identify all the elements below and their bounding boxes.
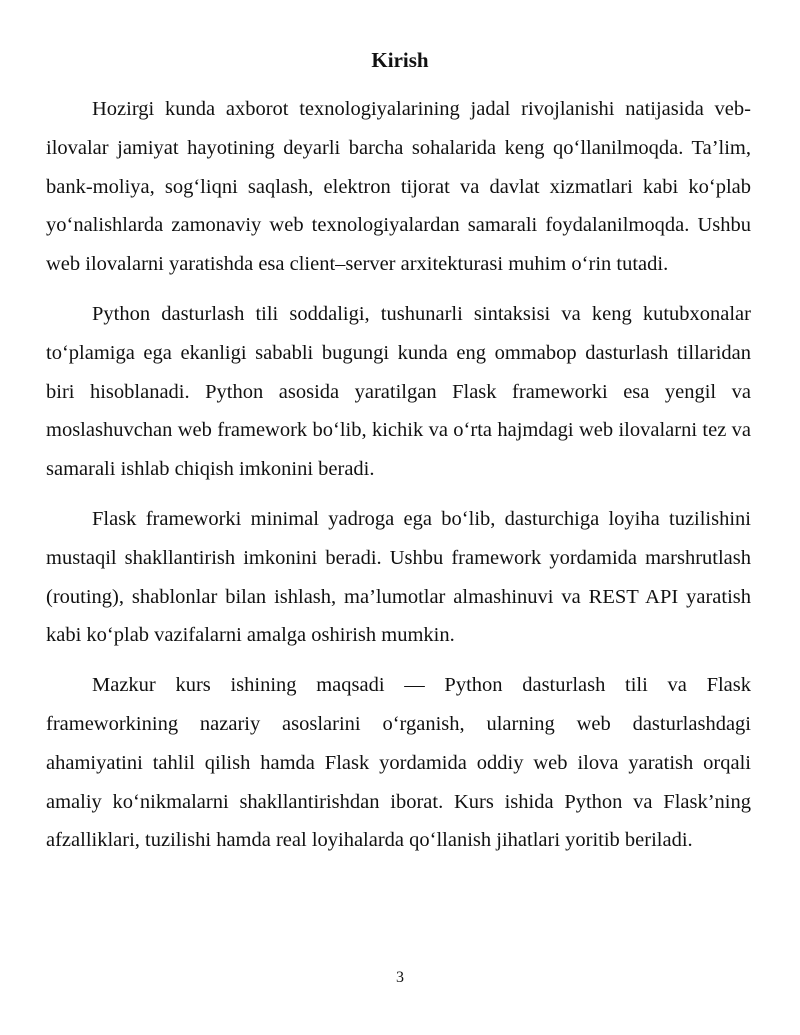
paragraph-1: Hozirgi kunda axborot texnologiyalarining jadal rivojlanishi natijasida veb-ilovalar jamiyat hayotining deyarli barcha sohalarida keng qo‘llanilmoqda. Ta’lim, bank-moliya, sog‘liqni saqlash, elektron tijorat va davlat xizmatlari kabi ko‘plab yo‘nalishlarda zamonaviy web texnologiyalardan samarali foydalanilmoqda. Ushbu web ilovalarni yaratishda esa client–server arxitekturasi muhim o‘rin tutadi. <box>46 98 751 276</box>
page-number: 3 <box>396 969 404 986</box>
paragraph-2: Python dasturlash tili soddaligi, tushunarli sintaksisi va keng kutubxonalar to‘plamiga ega ekanligi sababli bugungi kunda eng ommabop dasturlash tillaridan biri hisoblanadi. Python asosida yaratilgan Flask frameworki esa yengil va moslashuvchan web framework bo‘lib, kichik va o‘rta hajmdagi web ilovalarni tez va samarali ishlab chiqish imkonini beradi. <box>46 302 751 481</box>
paragraph-3: Flask frameworki minimal yadroga ega bo‘lib, dasturchiga loyiha tuzilishini mustaqil shakllantirish imkonini beradi. Ushbu framework yordamida marshrutlash (routing), shablonlar bilan ishlash, ma’lumotlar almashinuvi va REST API yaratish kabi ko‘plab vazifalarni amalga oshirish mumkin. <box>46 507 751 647</box>
paragraph-4: Mazkur kurs ishining maqsadi — Python dasturlash tili va Flask frameworkining nazariy asoslarini o‘rganish, ularning web dasturlashdagi ahamiyatini tahlil qilish hamda Flask yordamida oddiy web ilova yaratish orqali amaliy ko‘nikmalarni shakllantirishdan iborat. Kurs ishida Python va Flask’ning afzalliklari, tuzilishi hamda real loyihalarda qo‘llanish jihatlari yoritib beriladi. <box>46 674 751 852</box>
body-text <box>46 90 751 871</box>
section-title: Kirish <box>371 48 429 72</box>
